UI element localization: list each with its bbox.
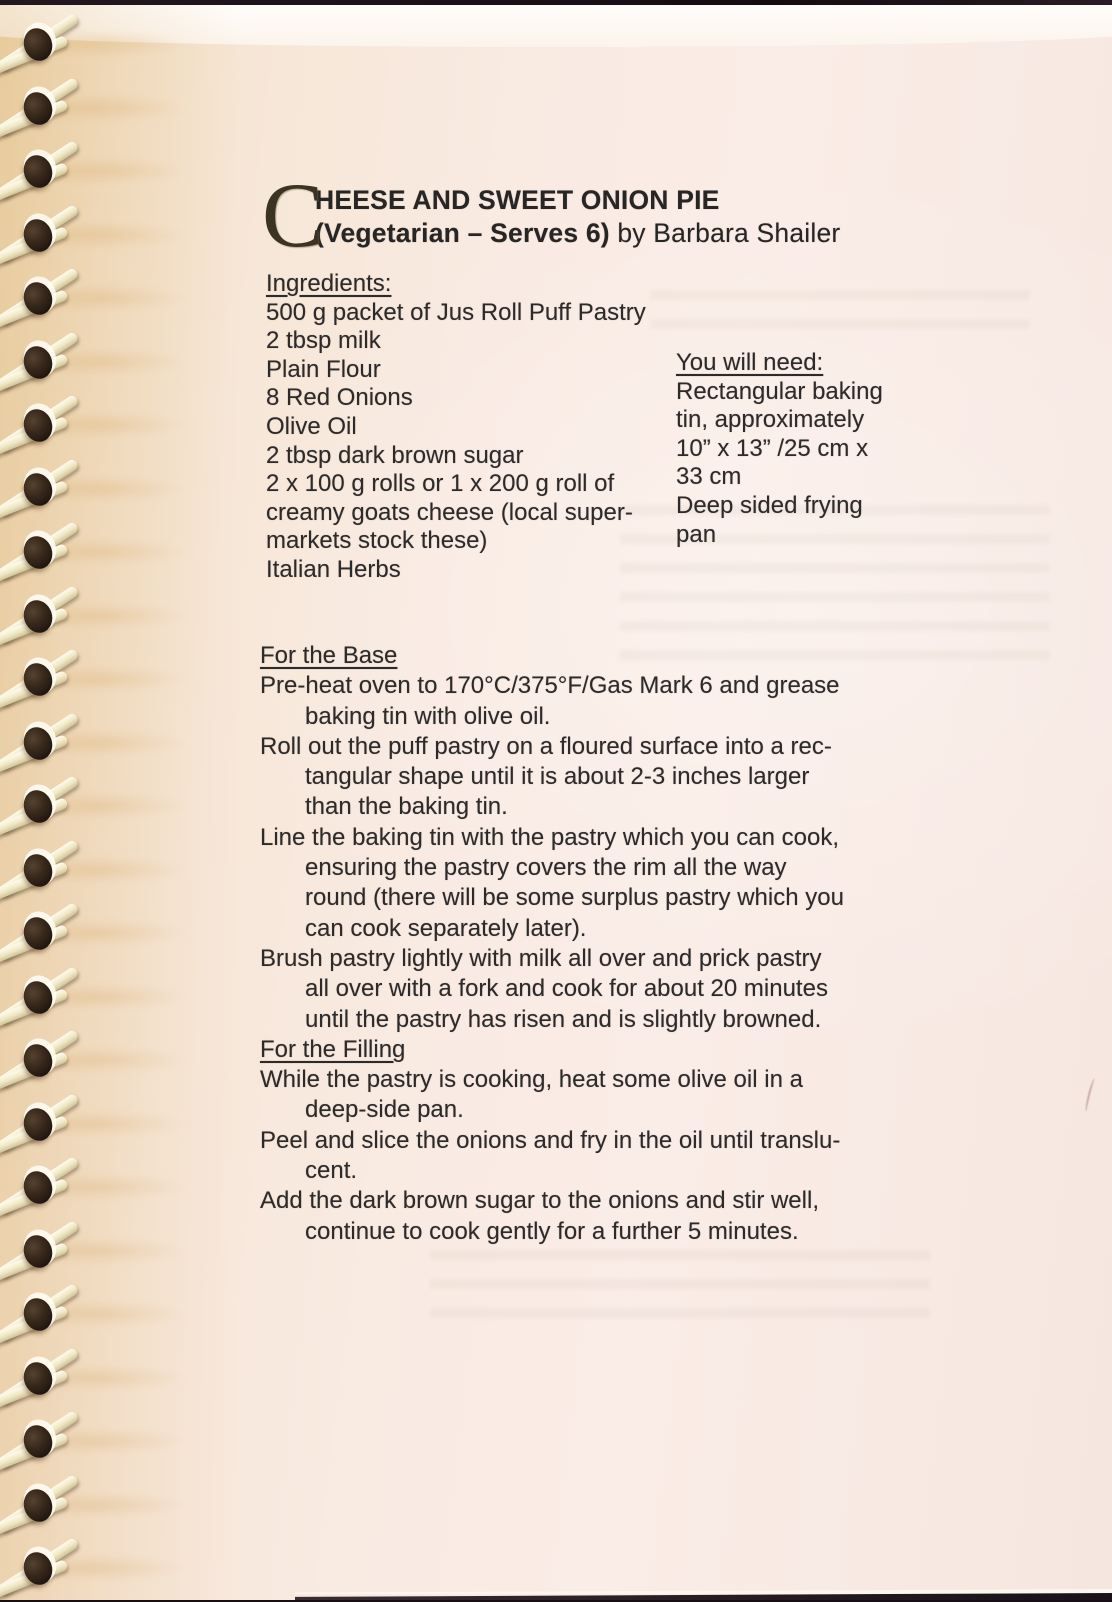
scratch-mark	[1084, 1078, 1097, 1112]
you-will-need-heading: You will need:	[676, 349, 824, 376]
spiral-coil	[0, 1410, 180, 1474]
coil-smudge	[58, 1111, 188, 1137]
coil-smudge	[58, 31, 188, 57]
instruction-line: until the pastry has risen and is slightly browned.	[305, 1005, 822, 1033]
coil-smudge	[58, 285, 188, 311]
spiral-coil	[0, 775, 180, 839]
you-will-need-list	[676, 378, 926, 550]
spiral-coil	[0, 839, 180, 903]
spiral-coil	[0, 331, 180, 395]
instruction-line: tangular shape until it is about 2-3 inches larger	[305, 763, 810, 791]
spiral-coil	[0, 204, 180, 268]
coil-smudge	[58, 984, 188, 1010]
filling-heading: For the Filling	[260, 1035, 406, 1063]
ingredient-line: Olive Oil	[266, 412, 357, 440]
instruction-line: than the baking tin.	[305, 793, 508, 821]
coil-smudge	[58, 603, 188, 629]
coil-smudge	[58, 857, 188, 883]
ghost-text-bleed	[430, 1250, 930, 1328]
instructions-section	[260, 641, 940, 1247]
coil-smudge	[58, 349, 188, 375]
coil-smudge	[58, 666, 188, 692]
instruction-line: Pre-heat oven to 170°C/375°F/Gas Mark 6 and grease	[260, 672, 840, 700]
spiral-binding	[0, 0, 200, 1600]
spiral-coil	[0, 966, 180, 1030]
scan-bottom-edge	[295, 1593, 1112, 1600]
spiral-coil	[0, 77, 180, 141]
instruction-line: While the pastry is cooking, heat some olive oil in a	[260, 1066, 803, 1094]
coil-smudge	[58, 476, 188, 502]
you-will-need-line: pan	[676, 520, 717, 548]
spiral-coil	[0, 712, 180, 776]
spiral-coil	[0, 648, 180, 712]
coil-smudge	[58, 730, 188, 756]
spiral-coil	[0, 1537, 180, 1601]
spiral-coil	[0, 1156, 180, 1220]
spiral-coil	[0, 394, 180, 458]
spiral-coil	[0, 458, 180, 522]
spiral-coil	[0, 1283, 180, 1347]
coil-smudge	[58, 222, 188, 248]
base-heading: For the Base	[260, 642, 398, 669]
coil-smudge	[58, 1301, 188, 1327]
instruction-line: round (there will be some surplus pastry which you	[305, 884, 844, 912]
coil-smudge	[58, 158, 188, 184]
spiral-coil	[0, 521, 180, 585]
instruction-line: Add the dark brown sugar to the onions and stir well,	[260, 1187, 819, 1215]
ingredient-line: 2 tbsp milk	[266, 327, 381, 355]
instruction-line: Peel and slice the onions and fry in the oil until translu-	[260, 1126, 841, 1154]
coil-smudge	[58, 412, 188, 438]
coil-smudge	[58, 920, 188, 946]
instruction-line: deep-side pan.	[305, 1096, 464, 1124]
you-will-need-line: 33 cm	[676, 463, 742, 491]
filling-steps	[260, 1065, 940, 1247]
page-bottom-edge	[295, 1589, 1112, 1594]
coil-smudge	[58, 95, 188, 121]
spiral-coil	[0, 267, 180, 331]
ingredient-line: Plain Flour	[266, 355, 381, 383]
coil-smudge	[58, 1555, 188, 1581]
you-will-need-line: Deep sided frying	[676, 491, 863, 519]
coil-smudge	[58, 793, 188, 819]
spiral-coil	[0, 1347, 180, 1411]
spiral-coil	[0, 1029, 180, 1093]
spiral-coil	[0, 1220, 180, 1284]
subtitle-serves: (Vegetarian – Serves 6)	[315, 218, 610, 248]
instruction-line: baking tin with olive oil.	[305, 702, 551, 730]
you-will-need-section	[676, 349, 926, 549]
ghost-text-bleed	[650, 290, 1030, 348]
instruction-line: Line the baking tin with the pastry which you can cook,	[260, 823, 839, 851]
coil-smudge	[58, 1047, 188, 1073]
ingredient-line: 2 x 100 g rolls or 1 x 200 g roll of	[266, 470, 615, 498]
coil-smudge	[58, 539, 188, 565]
ingredients-section	[266, 270, 696, 585]
spiral-coil	[0, 1474, 180, 1538]
base-steps	[260, 671, 940, 1035]
spiral-coil	[0, 13, 180, 77]
ingredient-line: creamy goats cheese (local super-	[266, 498, 633, 526]
recipe-title-block	[262, 164, 962, 266]
coil-smudge	[58, 1365, 188, 1391]
coil-smudge	[58, 1238, 188, 1264]
instruction-line: Roll out the puff pastry on a floured surface into a rec-	[260, 732, 832, 760]
coil-smudge	[58, 1428, 188, 1454]
instruction-line: cent.	[305, 1157, 358, 1185]
you-will-need-line: tin, approximately	[676, 406, 865, 434]
spiral-coil	[0, 902, 180, 966]
ingredients-heading: Ingredients:	[266, 270, 392, 297]
instruction-line: all over with a fork and cook for about 20 minutes	[305, 975, 828, 1003]
scan-top-edge	[0, 0, 1112, 5]
instruction-line: continue to cook gently for a further 5 minutes.	[305, 1217, 799, 1245]
recipe-title: HEESE AND SWEET ONION PIE	[315, 185, 720, 215]
you-will-need-line: Rectangular baking	[676, 377, 883, 405]
instruction-line: can cook separately later).	[305, 914, 587, 942]
ingredient-line: 8 Red Onions	[266, 384, 413, 412]
spiral-coil	[0, 585, 180, 649]
ingredient-line: Italian Herbs	[266, 555, 401, 583]
spiral-coil	[0, 140, 180, 204]
subtitle-author: by Barbara Shailer	[609, 218, 841, 248]
ingredient-line: 2 tbsp dark brown sugar	[266, 441, 524, 469]
recipe-subtitle	[315, 217, 962, 250]
coil-smudge	[58, 1174, 188, 1200]
dropcap-letter: C	[262, 164, 324, 266]
you-will-need-line: 10” x 13” /25 cm x	[676, 434, 869, 462]
ingredient-line: markets stock these)	[266, 527, 488, 555]
ingredients-list	[266, 299, 696, 585]
coil-smudge	[58, 1492, 188, 1518]
instruction-line: ensuring the pastry covers the rim all the way	[305, 854, 787, 882]
spiral-coil	[0, 1093, 180, 1157]
ingredient-line: 500 g packet of Jus Roll Puff Pastry	[266, 298, 646, 326]
instruction-line: Brush pastry lightly with milk all over and prick pastry	[260, 944, 822, 972]
